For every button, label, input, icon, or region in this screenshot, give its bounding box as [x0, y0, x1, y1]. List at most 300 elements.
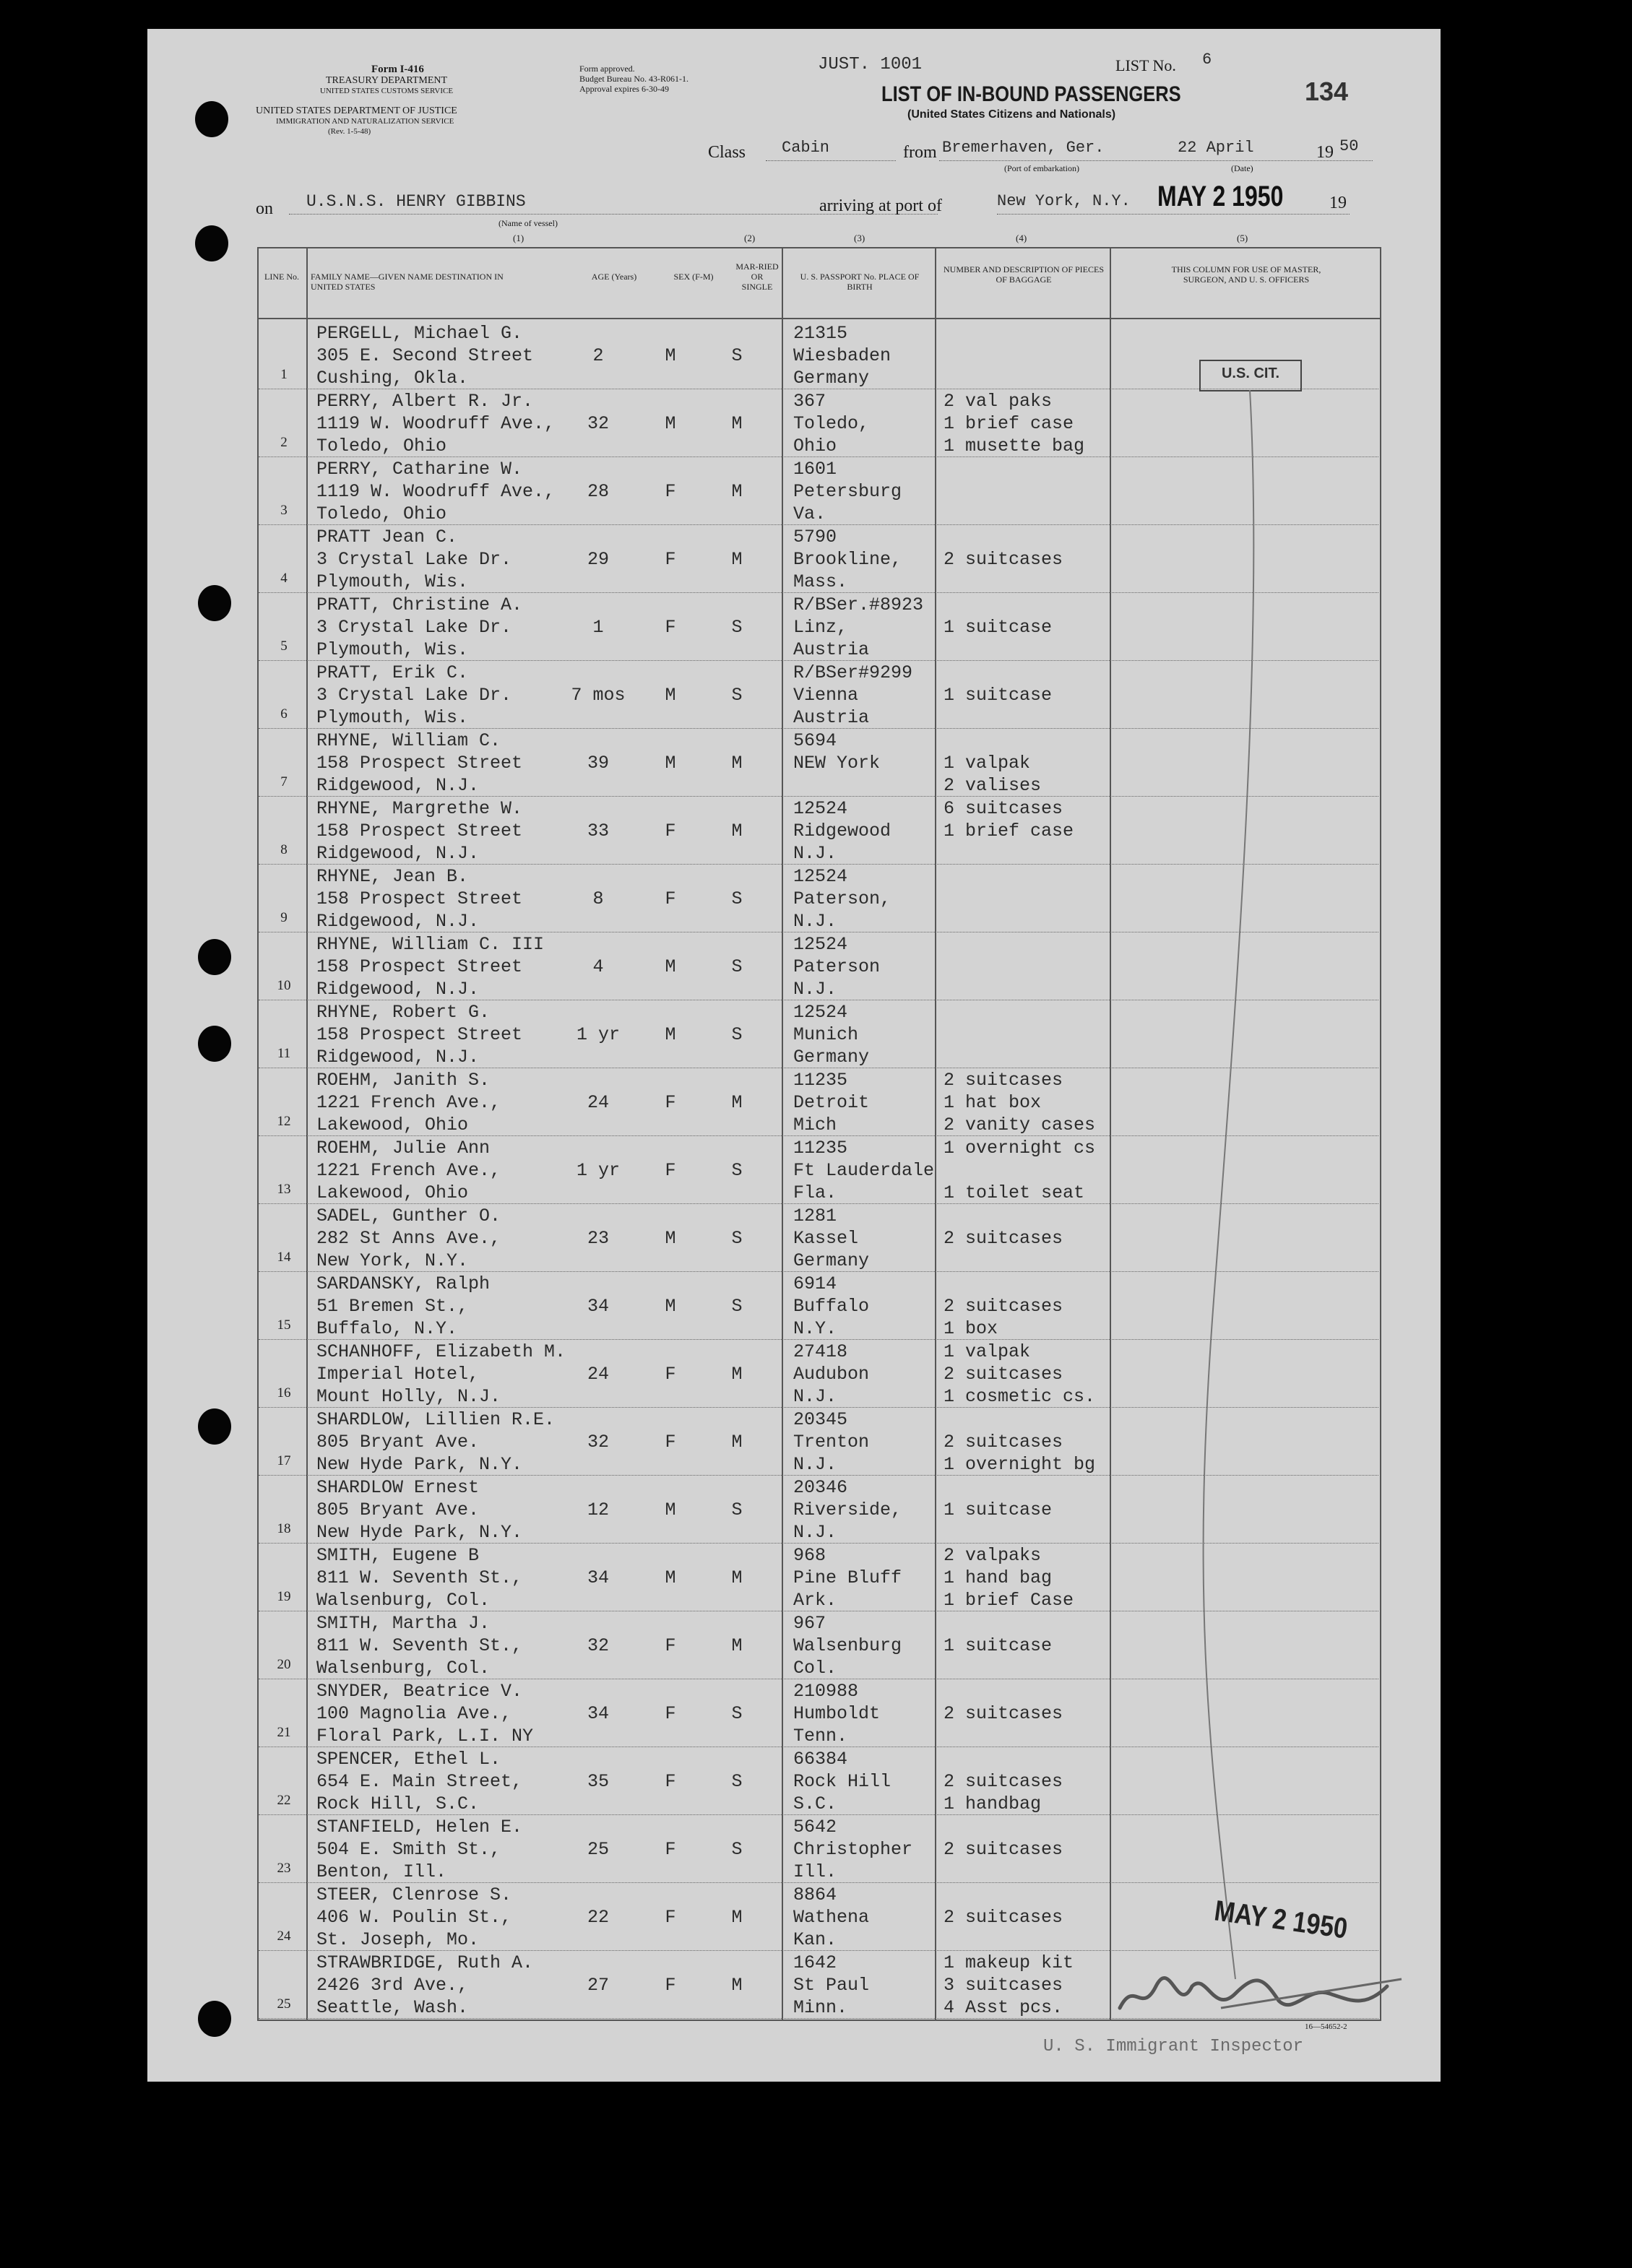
- baggage-description: [944, 1137, 1095, 1204]
- marital-status: S: [731, 1703, 743, 1724]
- header-passport: U. S. PASSPORT No. PLACE OF BIRTH: [800, 272, 920, 292]
- baggage-line: 2 suitcases: [944, 1907, 1063, 1928]
- budget-bureau: Budget Bureau No. 43-R061-1.: [579, 74, 688, 84]
- name-line: Benton, Ill.: [316, 1861, 447, 1882]
- baggage-line: [944, 1273, 1063, 1295]
- baggage-description: [944, 1408, 1095, 1476]
- age-value: 23: [587, 1228, 609, 1249]
- passport-line: 210988: [793, 1681, 859, 1702]
- sex-value: M: [665, 1499, 676, 1520]
- passport-line: Audubon: [793, 1364, 870, 1385]
- sex-value: F: [665, 1432, 676, 1453]
- passport-birthplace: [793, 1476, 902, 1544]
- name-line: Plymouth, Wis.: [316, 639, 469, 660]
- line-number: 4: [280, 571, 288, 586]
- name-line: Buffalo, N.Y.: [316, 1318, 458, 1339]
- name-line: PRATT, Erik C.: [316, 662, 469, 683]
- passport-birthplace: [793, 1884, 869, 1951]
- name-line: New Hyde Park, N.Y.: [316, 1522, 523, 1543]
- age-value: 8: [592, 888, 604, 909]
- passport-line: NEW York: [793, 753, 881, 774]
- baggage-line: 1 box: [944, 1318, 998, 1339]
- age-value: 2: [592, 345, 604, 366]
- name-line: PERRY, Albert R. Jr.: [316, 391, 534, 412]
- passenger-name-destination: [316, 865, 522, 932]
- vessel-name: U.S.N.S. HENRY GIBBINS: [306, 192, 526, 211]
- justice-label: UNITED STATES DEPARTMENT OF JUSTICE: [256, 105, 457, 116]
- line-number: 25: [277, 1996, 291, 2012]
- name-line: 3 Crystal Lake Dr.: [316, 549, 512, 570]
- baggage-line: 2 suitcases: [944, 1432, 1063, 1453]
- name-line: RHYNE, Margrethe W.: [316, 798, 523, 819]
- arriving-label: arriving at port of: [819, 196, 942, 215]
- passport-birthplace: [793, 1137, 934, 1204]
- name-line: PERGELL, Michael G.: [316, 323, 523, 344]
- table-right-border: [1380, 247, 1381, 2021]
- col-number-3: (3): [854, 233, 865, 243]
- passport-line: 20345: [793, 1409, 848, 1430]
- passport-birthplace: [793, 662, 912, 729]
- passenger-name-destination: [316, 1408, 555, 1476]
- line-number: 17: [277, 1453, 291, 1468]
- line-number: 13: [277, 1182, 291, 1197]
- baggage-description: [944, 1341, 1095, 1408]
- passenger-name-destination: [316, 1273, 490, 1340]
- name-line: Plymouth, Wis.: [316, 707, 469, 728]
- name-line: RHYNE, Robert G.: [316, 1002, 491, 1023]
- baggage-line: 1 brief Case: [944, 1590, 1074, 1611]
- passport-line: Toledo,: [793, 413, 870, 434]
- age-value: 34: [587, 1567, 609, 1588]
- name-line: Toledo, Ohio: [316, 503, 447, 524]
- baggage-line: 1 suitcase: [944, 1635, 1053, 1656]
- passenger-name-destination: [316, 1069, 501, 1136]
- passport-line: Kassel: [793, 1228, 859, 1249]
- name-line: RHYNE, William C.: [316, 730, 501, 751]
- passport-line: 1642: [793, 1952, 837, 1973]
- line-number: 1: [280, 367, 288, 382]
- passport-line: Germany: [793, 1047, 870, 1068]
- line-number: 6: [280, 706, 288, 722]
- print-code: 16—54652-2: [1305, 2022, 1347, 2031]
- passport-line: Austria: [793, 639, 870, 660]
- baggage-line: 2 suitcases: [944, 549, 1063, 570]
- list-number: 6: [1202, 51, 1212, 69]
- name-line: SMITH, Martha J.: [316, 1613, 491, 1634]
- baggage-line: [944, 1476, 1052, 1499]
- passport-birthplace: [793, 526, 902, 593]
- passport-line: Kan.: [793, 1929, 837, 1950]
- name-line: 1221 French Ave.,: [316, 1160, 501, 1181]
- arrival-port: New York, N.Y.: [997, 192, 1131, 210]
- passport-line: Tenn.: [793, 1726, 848, 1747]
- header-baggage: NUMBER AND DESCRIPTION OF PIECES OF BAGGAGE: [943, 264, 1105, 285]
- age-value: 32: [587, 1432, 609, 1453]
- embarkation-date: 22 April: [1178, 139, 1254, 157]
- sex-value: F: [665, 617, 676, 638]
- passport-line: N.J.: [793, 911, 837, 932]
- line-number: 9: [280, 910, 288, 925]
- passenger-name-destination: [316, 1748, 522, 1815]
- name-line: STANFIELD, Helen E.: [316, 1817, 523, 1838]
- baggage-line: 2 val paks: [944, 391, 1053, 412]
- baggage-description: [944, 730, 1041, 797]
- age-value: 1 yr: [576, 1024, 620, 1045]
- passport-line: [793, 774, 880, 797]
- passport-birthplace: [793, 933, 880, 1000]
- baggage-line: [944, 1748, 1063, 1770]
- baggage-description: [944, 1680, 1063, 1747]
- age-value: 34: [587, 1296, 609, 1317]
- passenger-name-destination: [316, 730, 522, 797]
- sex-value: F: [665, 1092, 676, 1113]
- age-value: 27: [587, 1975, 609, 1996]
- age-value: 35: [587, 1771, 609, 1792]
- name-line: 1221 French Ave.,: [316, 1092, 501, 1113]
- passport-line: 66384: [793, 1749, 848, 1770]
- name-line: SCHANHOFF, Elizabeth M.: [316, 1341, 566, 1362]
- year-suffix: 50: [1339, 137, 1359, 155]
- marital-status: S: [731, 1839, 743, 1860]
- name-line: 158 Prospect Street: [316, 1024, 523, 1045]
- passport-line: Mich: [793, 1114, 837, 1135]
- name-line: Walsenburg, Col.: [316, 1590, 491, 1611]
- age-value: 34: [587, 1703, 609, 1724]
- line-number: 15: [277, 1317, 291, 1333]
- name-line: STRAWBRIDGE, Ruth A.: [316, 1952, 534, 1973]
- name-line: 3 Crystal Lake Dr.: [316, 617, 512, 638]
- sex-value: F: [665, 1703, 676, 1724]
- passport-line: Humboldt: [793, 1703, 881, 1724]
- passenger-name-destination: [316, 458, 555, 525]
- passport-line: Rock Hill: [793, 1771, 891, 1792]
- name-line: Ridgewood, N.J.: [316, 843, 480, 864]
- passenger-name-destination: [316, 797, 522, 865]
- age-value: 32: [587, 1635, 609, 1656]
- treasury-label: TREASURY DEPARTMENT: [325, 75, 448, 86]
- name-line: St. Joseph, Mo.: [316, 1929, 480, 1950]
- baggage-line: [944, 571, 1063, 593]
- baggage-line: [944, 1725, 1063, 1747]
- sex-value: F: [665, 1771, 676, 1792]
- passport-line: Va.: [793, 503, 826, 524]
- arrival-underline: [997, 214, 1350, 215]
- age-value: 12: [587, 1499, 609, 1520]
- name-line: 305 E. Second Street: [316, 345, 534, 366]
- passport-line: Mass.: [793, 571, 848, 592]
- baggage-line: 2 suitcases: [944, 1070, 1063, 1091]
- age-value: 1 yr: [576, 1160, 620, 1181]
- baggage-line: [944, 1884, 1063, 1906]
- baggage-line: [944, 706, 1052, 729]
- baggage-line: [944, 1816, 1063, 1838]
- col-number-4: (4): [1016, 233, 1027, 243]
- sex-value: M: [665, 956, 676, 977]
- sex-value: F: [665, 888, 676, 909]
- us-citizen-stamp: U.S. CIT.: [1221, 365, 1279, 381]
- name-line: Mount Holly, N.J.: [316, 1386, 501, 1407]
- sex-value: F: [665, 481, 676, 502]
- name-line: 504 E. Smith St.,: [316, 1839, 501, 1860]
- baggage-line: 1 toilet seat: [944, 1182, 1085, 1203]
- passport-line: Detroit: [793, 1092, 870, 1113]
- sex-value: F: [665, 1975, 676, 1996]
- sex-value: F: [665, 1907, 676, 1928]
- name-line: PERRY, Catharine W.: [316, 459, 523, 480]
- marital-status: M: [731, 481, 743, 502]
- vessel-caption: (Name of vessel): [498, 218, 558, 228]
- passenger-name-destination: [316, 322, 533, 389]
- baggage-line: [944, 1657, 1052, 1679]
- baggage-line: 1 suitcase: [944, 1499, 1053, 1520]
- passport-line: Linz,: [793, 617, 848, 638]
- passport-birthplace: [793, 1748, 891, 1815]
- passport-line: 5642: [793, 1817, 837, 1838]
- passport-line: Ill.: [793, 1861, 837, 1882]
- age-value: 29: [587, 549, 609, 570]
- baggage-line: [944, 1680, 1063, 1702]
- baggage-line: [944, 1250, 1063, 1272]
- passport-line: Ridgewood: [793, 821, 891, 841]
- passport-birthplace: [793, 1680, 880, 1747]
- marital-status: M: [731, 1567, 743, 1588]
- sex-value: F: [665, 1839, 676, 1860]
- name-line: 158 Prospect Street: [316, 753, 523, 774]
- date-caption: (Date): [1231, 163, 1253, 173]
- name-line: New Hyde Park, N.Y.: [316, 1454, 523, 1475]
- baggage-line: 6 suitcases: [944, 798, 1063, 819]
- line-number: 2: [280, 435, 288, 450]
- passport-line: 367: [793, 391, 826, 412]
- name-line: Imperial Hotel,: [316, 1364, 480, 1385]
- name-line: 51 Bremen St.,: [316, 1296, 469, 1317]
- name-line: New York, N.Y.: [316, 1250, 469, 1271]
- passport-line: 5694: [793, 730, 837, 751]
- revision-label: (Rev. 1-5-48): [328, 127, 371, 136]
- passport-line: Brookline,: [793, 549, 902, 570]
- passport-birthplace: [793, 1408, 869, 1476]
- name-line: 282 St Anns Ave.,: [316, 1228, 501, 1249]
- passport-line: R/BSer.#8923: [793, 594, 924, 615]
- passport-line: 20346: [793, 1477, 848, 1498]
- marital-status: S: [731, 1771, 743, 1792]
- marital-status: M: [731, 1907, 743, 1928]
- baggage-line: 1 musette bag: [944, 436, 1085, 456]
- passport-line: Pine Bluff: [793, 1567, 902, 1588]
- name-line: 158 Prospect Street: [316, 888, 523, 909]
- name-line: Cushing, Okla.: [316, 368, 469, 389]
- passport-line: N.J.: [793, 843, 837, 864]
- class-label: Class: [708, 143, 746, 162]
- baggage-line: 1 handbag: [944, 1793, 1042, 1814]
- marital-status: M: [731, 1635, 743, 1656]
- marital-status: M: [731, 753, 743, 774]
- marital-status: M: [731, 549, 743, 570]
- arrival-year-suffix: 19: [1329, 194, 1347, 212]
- line-number: 10: [277, 978, 291, 993]
- name-line: Plymouth, Wis.: [316, 571, 469, 592]
- name-line: Ridgewood, N.J.: [316, 775, 480, 796]
- marital-status: S: [731, 345, 743, 366]
- on-label: on: [256, 199, 273, 218]
- name-line: SPENCER, Ethel L.: [316, 1749, 501, 1770]
- passenger-name-destination: [316, 1544, 522, 1611]
- passport-line: 11235: [793, 1138, 848, 1159]
- passenger-name-destination: [316, 1680, 533, 1747]
- line-number: 18: [277, 1521, 291, 1536]
- name-line: PRATT Jean C.: [316, 527, 458, 547]
- passport-birthplace: [793, 1205, 869, 1272]
- sex-value: M: [665, 753, 676, 774]
- baggage-line: 2 vanity cases: [944, 1114, 1096, 1135]
- header-officers: THIS COLUMN FOR USE OF MASTER, SURGEON, AND U. S. OFFICERS: [1171, 264, 1321, 285]
- baggage-line: 1 valpak: [944, 1341, 1031, 1362]
- passport-line: N.J.: [793, 1522, 837, 1543]
- class-underline: [766, 160, 896, 162]
- baggage-line: 1 brief case: [944, 413, 1074, 434]
- age-value: 39: [587, 753, 609, 774]
- baggage-line: 2 suitcases: [944, 1771, 1063, 1792]
- baggage-line: [944, 1159, 1095, 1182]
- name-line: Toledo, Ohio: [316, 436, 447, 456]
- inspection-date-stamp: MAY 2 1950: [1212, 1895, 1350, 1945]
- baggage-line: [944, 1612, 1052, 1635]
- passport-line: Ark.: [793, 1590, 837, 1611]
- sex-value: F: [665, 1160, 676, 1181]
- passport-line: 967: [793, 1613, 826, 1634]
- line-number: 22: [277, 1793, 291, 1808]
- baggage-description: [944, 662, 1052, 729]
- marital-status: M: [731, 1975, 743, 1996]
- inspector-signature: [1113, 1965, 1416, 2022]
- passport-line: Ft Lauderdale: [793, 1160, 935, 1181]
- baggage-line: [944, 526, 1063, 548]
- name-line: SMITH, Eugene B: [316, 1545, 480, 1566]
- punch-hole: [198, 585, 231, 621]
- passport-line: 12524: [793, 1002, 848, 1023]
- passport-line: Col.: [793, 1658, 837, 1679]
- passport-line: 12524: [793, 866, 848, 887]
- sex-value: M: [665, 1567, 676, 1588]
- passport-birthplace: [793, 322, 891, 389]
- passport-line: Munich: [793, 1024, 859, 1045]
- name-line: 654 E. Main Street,: [316, 1771, 523, 1792]
- col-number-2: (2): [744, 233, 756, 243]
- punch-hole: [198, 939, 231, 975]
- sex-value: M: [665, 1228, 676, 1249]
- name-line: Ridgewood, N.J.: [316, 979, 480, 1000]
- passport-birthplace: [793, 865, 891, 932]
- from-underline: [939, 160, 1373, 162]
- passport-line: Vienna: [793, 685, 859, 706]
- marital-status: S: [731, 1024, 743, 1045]
- baggage-description: [944, 1476, 1052, 1544]
- name-line: 2426 3rd Ave.,: [316, 1975, 469, 1996]
- passenger-name-destination: [316, 1816, 522, 1883]
- form-approved: Form approved.: [579, 64, 635, 74]
- baggage-line: [944, 1205, 1063, 1227]
- passenger-name-destination: [316, 1952, 533, 2019]
- table-top-border: [257, 247, 1381, 248]
- baggage-description: [944, 1952, 1074, 2019]
- line-number: 12: [277, 1114, 291, 1129]
- name-line: Ridgewood, N.J.: [316, 911, 480, 932]
- passport-line: Christopher: [793, 1839, 913, 1860]
- header-age: AGE (Years): [591, 272, 637, 282]
- marital-status: S: [731, 617, 743, 638]
- baggage-line: 2 valises: [944, 775, 1042, 796]
- marital-status: S: [731, 888, 743, 909]
- baggage-line: 1 overnight cs: [944, 1138, 1096, 1159]
- name-line: 158 Prospect Street: [316, 956, 523, 977]
- baggage-line: [944, 842, 1074, 865]
- age-value: 7 mos: [571, 685, 626, 706]
- baggage-line: 3 suitcases: [944, 1975, 1063, 1996]
- page-number: 134: [1305, 77, 1349, 106]
- passport-line: N.J.: [793, 979, 837, 1000]
- passenger-name-destination: [316, 1476, 522, 1544]
- ins-label: IMMIGRATION AND NATURALIZATION SERVICE: [276, 117, 454, 126]
- name-line: ROEHM, Julie Ann: [316, 1138, 491, 1159]
- from-label: from: [903, 143, 937, 162]
- name-line: 3 Crystal Lake Dr.: [316, 685, 512, 706]
- line-number: 5: [280, 639, 288, 654]
- baggage-line: [944, 1521, 1052, 1544]
- name-line: Rock Hill, S.C.: [316, 1793, 480, 1814]
- passport-line: Germany: [793, 368, 870, 389]
- name-line: Lakewood, Ohio: [316, 1182, 469, 1203]
- sex-value: M: [665, 345, 676, 366]
- passport-birthplace: [793, 1612, 902, 1679]
- name-line: ROEHM, Janith S.: [316, 1070, 491, 1091]
- class-value: Cabin: [782, 139, 830, 157]
- name-line: 1119 W. Woodruff Ave.,: [316, 481, 556, 502]
- baggage-line: [944, 1861, 1063, 1883]
- baggage-description: [944, 1884, 1063, 1951]
- passport-line: 6914: [793, 1273, 837, 1294]
- baggage-line: 1 hat box: [944, 1092, 1042, 1113]
- sex-value: M: [665, 685, 676, 706]
- name-line: PRATT, Christine A.: [316, 594, 523, 615]
- name-line: 811 W. Seventh St.,: [316, 1567, 523, 1588]
- marital-status: S: [731, 1228, 743, 1249]
- name-line: SARDANSKY, Ralph: [316, 1273, 491, 1294]
- passport-birthplace: [793, 797, 891, 865]
- marital-status: M: [731, 1364, 743, 1385]
- punch-hole: [198, 2001, 231, 2037]
- passport-line: 5790: [793, 527, 837, 547]
- baggage-description: [944, 594, 1052, 661]
- passport-line: Germany: [793, 1250, 870, 1271]
- passport-line: 12524: [793, 798, 848, 819]
- passport-line: R/BSer#9299: [793, 662, 913, 683]
- passport-birthplace: [793, 730, 880, 797]
- passport-birthplace: [793, 1816, 912, 1883]
- punch-hole: [195, 225, 228, 261]
- table-header-border: [257, 318, 1381, 319]
- passport-line: Buffalo: [793, 1296, 870, 1317]
- baggage-description: [944, 1612, 1052, 1679]
- passport-line: Wathena: [793, 1907, 870, 1928]
- name-line: 811 W. Seventh St.,: [316, 1635, 523, 1656]
- passport-line: Riverside,: [793, 1499, 902, 1520]
- baggage-line: 2 valpaks: [944, 1545, 1042, 1566]
- form-number: Form I-416: [371, 64, 424, 75]
- inspector-caption: U. S. Immigrant Inspector: [1043, 2037, 1304, 2056]
- line-number: 19: [277, 1589, 291, 1604]
- passenger-name-destination: [316, 933, 544, 1000]
- passport-line: Paterson: [793, 956, 881, 977]
